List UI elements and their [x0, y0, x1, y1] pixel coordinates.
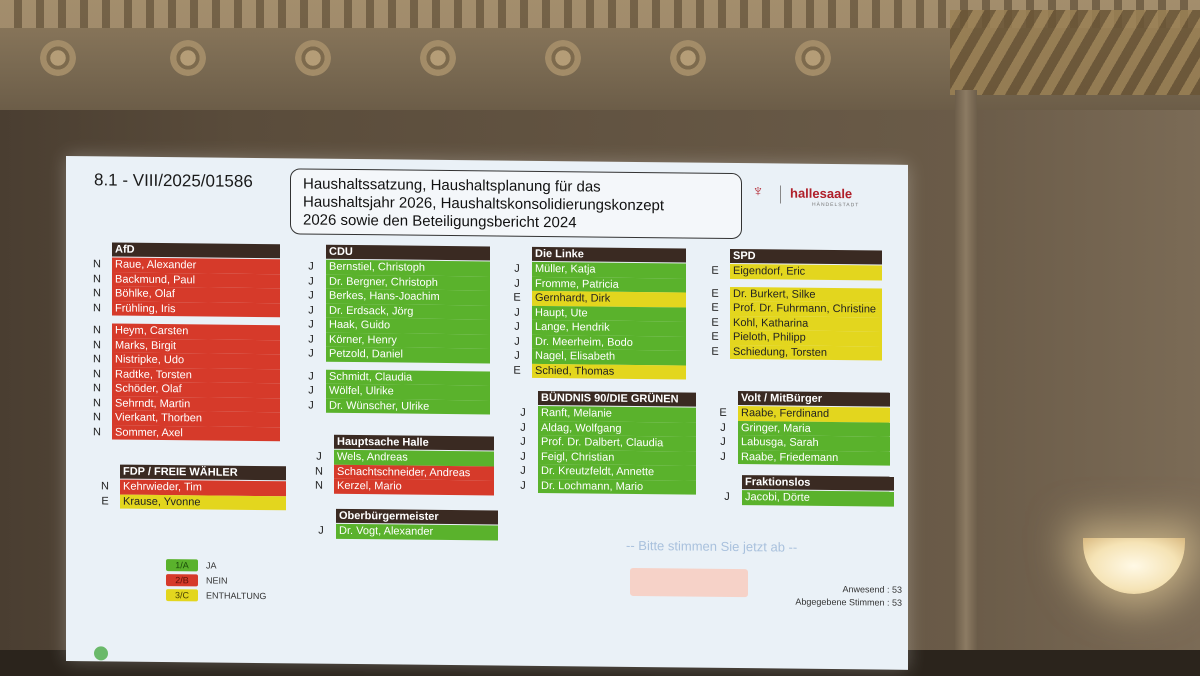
- member-name: Fromme, Patricia: [532, 276, 686, 292]
- member-row: [315, 479, 494, 495]
- member-row: [318, 524, 498, 540]
- vote-code: J: [308, 370, 314, 383]
- member-name: Wölfel, Ulrike: [326, 384, 490, 400]
- vote-code: J: [724, 490, 730, 503]
- member-name: Labusga, Sarah: [738, 435, 890, 451]
- party-name: BÜNDNIS 90/DIE GRÜNEN: [538, 391, 696, 407]
- agenda-reference: 8.1 - VIII/2025/01586: [94, 170, 253, 191]
- legend-row-enthaltung: [166, 589, 266, 605]
- vote-code: E: [513, 291, 521, 304]
- cast-count: 53: [891, 597, 902, 608]
- member-name: Haak, Guido: [326, 318, 490, 334]
- member-name: Vierkant, Thorben: [112, 410, 280, 426]
- legend-swatch-enthaltung: 3/C: [166, 589, 198, 601]
- member-name: Ranft, Melanie: [538, 406, 696, 422]
- member-row: [514, 320, 686, 336]
- rosette: [795, 40, 831, 76]
- member-row: [520, 464, 696, 480]
- member-row: [520, 406, 696, 422]
- member-row: [711, 344, 882, 360]
- member-row: [520, 449, 696, 465]
- member-name: Heym, Carsten: [112, 323, 280, 339]
- member-name: Böhlke, Olaf: [112, 286, 280, 302]
- halle-saale-logo: [752, 183, 872, 209]
- vote-code: N: [93, 411, 101, 424]
- legend-swatch-ja: 1/A: [166, 559, 198, 571]
- member-name: Schmidt, Claudia: [326, 369, 490, 385]
- party-block-cdu: [308, 245, 490, 415]
- agenda-title-line: Haushaltsjahr 2026, Haushaltskonsolidierungskonzept: [303, 193, 665, 215]
- party-block-volt: [719, 391, 890, 466]
- vote-code: E: [711, 330, 719, 343]
- member-name: Kehrwieder, Tim: [120, 480, 286, 496]
- vote-code: J: [308, 384, 314, 397]
- vote-code: N: [93, 396, 101, 409]
- member-row: [711, 330, 882, 346]
- member-name: Dr. Burkert, Silke: [730, 286, 882, 302]
- member-name: Bernstiel, Christoph: [326, 260, 490, 276]
- coat-of-arms-icon: ♆: [752, 183, 764, 201]
- vote-code: J: [520, 406, 526, 419]
- party-block-fraktionslos: [724, 475, 894, 506]
- vote-legend: [166, 559, 266, 605]
- vote-code: J: [308, 260, 314, 273]
- member-name: Petzold, Daniel: [326, 347, 490, 363]
- party-name: Die Linke: [532, 247, 686, 263]
- rosette: [295, 40, 331, 76]
- ceiling-rosettes: [40, 40, 920, 90]
- member-row: [513, 291, 686, 307]
- vote-code: N: [93, 301, 101, 314]
- member-name: Frühling, Iris: [112, 301, 280, 317]
- vote-code: N: [93, 425, 101, 438]
- legend-label: ENTHALTUNG: [206, 590, 267, 602]
- vote-code: N: [93, 353, 101, 366]
- party-name: FDP / FREIE WÄHLER: [120, 465, 286, 481]
- present-count: 53: [891, 584, 902, 595]
- member-row: [101, 494, 286, 510]
- member-name: Schiedung, Torsten: [730, 344, 882, 360]
- vote-code: N: [315, 465, 323, 478]
- vote-code: J: [720, 421, 726, 434]
- vote-code: J: [514, 277, 520, 290]
- member-name: Raabe, Ferdinand: [738, 406, 890, 422]
- vote-code: E: [719, 406, 727, 419]
- member-row: [514, 305, 686, 321]
- member-name: Schied, Thomas: [532, 363, 686, 379]
- vote-code: J: [308, 347, 314, 360]
- vote-code: N: [93, 324, 101, 337]
- member-name: Schöder, Olaf: [112, 381, 280, 397]
- member-row: [514, 334, 686, 350]
- party-block-ob: [318, 509, 498, 540]
- member-name: Wels, Andreas: [334, 450, 494, 466]
- member-name: Dr. Vogt, Alexander: [336, 524, 498, 540]
- pillar: [955, 90, 977, 676]
- present-row: [776, 583, 902, 597]
- member-row: [711, 301, 882, 317]
- vote-code: E: [711, 264, 719, 277]
- legend-row-nein: [166, 574, 266, 590]
- member-name: Kerzel, Mario: [334, 479, 494, 495]
- member-row: [711, 264, 882, 280]
- vote-code: J: [308, 275, 314, 288]
- member-name: Aldag, Wolfgang: [538, 420, 696, 436]
- member-name: Pieloth, Philipp: [730, 330, 882, 346]
- party-name: SPD: [730, 249, 882, 265]
- vote-code: J: [514, 335, 520, 348]
- member-name: Jacobi, Dörte: [742, 490, 894, 506]
- vote-code: J: [308, 289, 314, 302]
- vote-code: J: [720, 450, 726, 463]
- vote-code: N: [101, 480, 109, 493]
- member-name: Dr. Wünscher, Ulrike: [326, 398, 490, 414]
- cast-label: Abgegebene Stimmen :: [795, 596, 890, 608]
- member-row: [720, 435, 890, 451]
- member-row: [520, 435, 696, 451]
- rosette: [545, 40, 581, 76]
- party-block-hauptsache: [315, 435, 494, 495]
- member-name: Berkes, Hans-Joachim: [326, 289, 490, 305]
- member-row: [520, 420, 696, 436]
- status-indicator: [94, 646, 108, 660]
- vote-code: N: [93, 367, 101, 380]
- member-name: Sommer, Axel: [112, 425, 280, 441]
- vote-code: J: [308, 333, 314, 346]
- rosette: [40, 40, 76, 76]
- vote-code: N: [93, 382, 101, 395]
- member-name: Lange, Hendrik: [532, 320, 686, 336]
- member-name: Dr. Kreutzfeldt, Annette: [538, 464, 696, 480]
- vote-code: J: [514, 306, 520, 319]
- vote-code: N: [93, 338, 101, 351]
- member-name: Nistripke, Udo: [112, 352, 280, 368]
- legend-label: NEIN: [206, 575, 228, 586]
- member-name: Haupt, Ute: [532, 305, 686, 321]
- agenda-title-line: 2026 sowie den Beteiligungsbericht 2024: [303, 211, 577, 232]
- member-name: Gringer, Maria: [738, 421, 890, 437]
- vote-code: J: [514, 349, 520, 362]
- ceiling: [0, 0, 1200, 110]
- party-name: Hauptsache Halle: [334, 435, 494, 451]
- party-name: Oberbürgermeister: [336, 509, 498, 525]
- member-name: Dr. Lochmann, Mario: [538, 478, 696, 494]
- vote-code: J: [308, 304, 314, 317]
- rosette: [420, 40, 456, 76]
- member-name: Körner, Henry: [326, 332, 490, 348]
- member-name: Müller, Katja: [532, 262, 686, 278]
- party-block-linke: [513, 247, 686, 380]
- member-name: Raabe, Friedemann: [738, 450, 890, 466]
- cast-row: [776, 596, 902, 610]
- vote-code: J: [520, 421, 526, 434]
- member-row: [514, 262, 686, 278]
- member-name: Krause, Yvonne: [120, 494, 286, 510]
- agenda-title-line: Haushaltssatzung, Haushaltsplanung für das: [303, 175, 601, 196]
- rosette: [670, 40, 706, 76]
- member-name: Marks, Birgit: [112, 338, 280, 354]
- member-name: Sehrndt, Martin: [112, 396, 280, 412]
- vote-code: J: [514, 262, 520, 275]
- vote-code: E: [711, 316, 719, 329]
- legend-row-ja: [166, 559, 266, 575]
- member-row: [514, 349, 686, 365]
- vote-code: J: [520, 435, 526, 448]
- vote-code: N: [93, 272, 101, 285]
- member-name: Dr. Bergner, Christoph: [326, 274, 490, 290]
- logo-text: hallesaale: [790, 185, 853, 202]
- member-row: [720, 450, 890, 466]
- gold-ornament: [950, 10, 1200, 95]
- member-row: [308, 398, 490, 414]
- vote-code: E: [711, 345, 719, 358]
- member-row: [93, 301, 280, 317]
- member-name: Eigendorf, Eric: [730, 264, 882, 280]
- member-row: [711, 315, 882, 331]
- legend-label: JA: [206, 560, 217, 571]
- member-row: [315, 464, 494, 480]
- party-name: CDU: [326, 245, 490, 261]
- member-name: Gernhardt, Dirk: [532, 291, 686, 307]
- party-block-afd: [93, 242, 280, 441]
- member-name: Schachtschneider, Andreas: [334, 464, 494, 480]
- member-row: [316, 450, 494, 466]
- vote-code: J: [520, 450, 526, 463]
- party-name: AfD: [112, 242, 280, 258]
- member-row: [711, 286, 882, 302]
- vote-code: E: [101, 494, 109, 507]
- vote-code: N: [93, 258, 101, 271]
- vote-code: J: [308, 399, 314, 412]
- vote-code: J: [520, 479, 526, 492]
- member-name: Dr. Erdsack, Jörg: [326, 303, 490, 319]
- member-row: [308, 347, 490, 363]
- vote-code: N: [93, 287, 101, 300]
- member-name: Kohl, Katharina: [730, 315, 882, 331]
- logo-divider: [780, 185, 781, 203]
- vote-stats: [776, 583, 902, 610]
- vote-code: J: [316, 450, 322, 463]
- vote-prompt: -- Bitte stimmen Sie jetzt ab --: [626, 537, 798, 555]
- party-name: Volt / MitBürger: [738, 391, 890, 407]
- vote-code: E: [711, 287, 719, 300]
- vote-code: N: [315, 479, 323, 492]
- present-label: Anwesend :: [842, 584, 890, 595]
- member-name: Dr. Meerheim, Bodo: [532, 334, 686, 350]
- vote-code: E: [513, 364, 521, 377]
- member-row: [719, 406, 890, 422]
- vote-button[interactable]: [630, 568, 748, 597]
- vote-code: J: [720, 435, 726, 448]
- vote-code: E: [711, 301, 719, 314]
- member-row: [724, 490, 894, 506]
- member-name: Feigl, Christian: [538, 449, 696, 465]
- party-block-fdp: [101, 465, 286, 511]
- projection-screen: [66, 156, 908, 670]
- member-row: [720, 421, 890, 437]
- rosette: [170, 40, 206, 76]
- vote-code: J: [514, 320, 520, 333]
- member-name: Radtke, Torsten: [112, 367, 280, 383]
- member-name: Prof. Dr. Dalbert, Claudia: [538, 435, 696, 451]
- member-name: Backmund, Paul: [112, 272, 280, 288]
- vote-code: J: [520, 464, 526, 477]
- legend-swatch-nein: 2/B: [166, 574, 198, 586]
- member-row: [520, 478, 696, 494]
- member-row: [514, 276, 686, 292]
- logo-subtext: HÄNDELSTADT: [812, 201, 860, 209]
- member-name: Nagel, Elisabeth: [532, 349, 686, 365]
- member-name: Raue, Alexander: [112, 257, 280, 273]
- member-row: [93, 425, 280, 441]
- party-name: Fraktionslos: [742, 475, 894, 491]
- member-row: [513, 363, 686, 379]
- party-block-gruene: [520, 391, 696, 495]
- member-name: Prof. Dr. Fuhrmann, Christine: [730, 301, 882, 317]
- agenda-title-box: [290, 168, 742, 239]
- party-block-spd: [711, 249, 882, 361]
- vote-code: J: [308, 318, 314, 331]
- vote-code: J: [318, 524, 324, 537]
